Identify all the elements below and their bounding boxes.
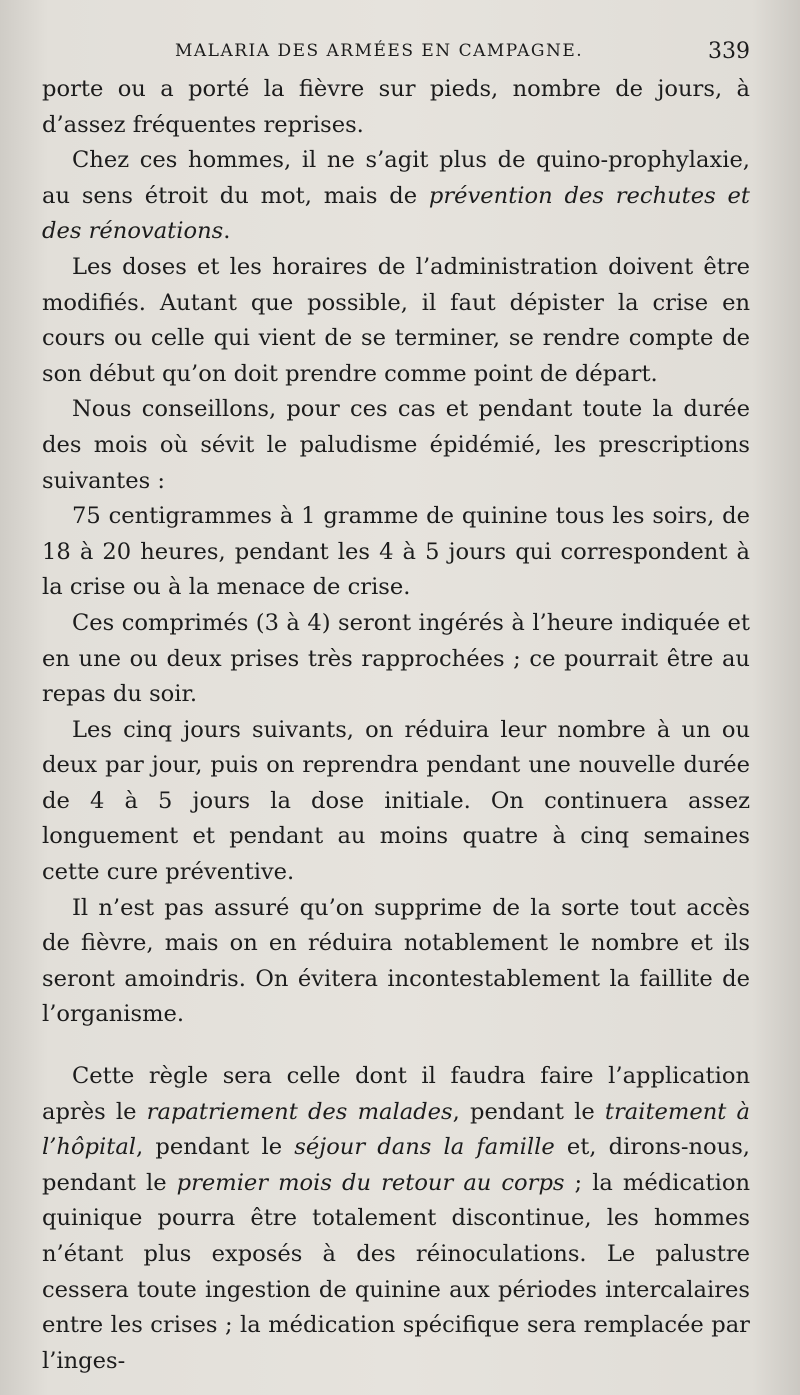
paragraph [42, 143, 750, 250]
body-text [42, 72, 750, 1379]
paragraph [42, 713, 750, 891]
text-segment: Ces comprimés (3 à 4) seront ingérés à l’heure indiquée et en une ou deux prises très rapprochées ; ce pourrait être au repas du soir. [42, 609, 750, 708]
paragraph [42, 891, 750, 1033]
text-segment: ; la médication quinique pourra être totalement discontinue, les hommes n’étant plus exposés à des réinoculations. Le palustre cessera toute ingestion de quinine aux périodes intercalaires entre les crises ; la médication spécifique sera remplacée par l’inges- [42, 1169, 750, 1374]
text-segment: Chez ces hommes, il ne s’agit plus de quino-prophylaxie, au sens étroit du mot, mais de [42, 147, 750, 209]
paragraph [42, 72, 750, 143]
text-segment: et, dirons-nous, pendant le [42, 1134, 750, 1196]
text-segment: porte ou a porté la fièvre sur pieds, nombre de jours, à d’assez fréquentes reprises. [42, 76, 750, 138]
text-segment: , pendant le [452, 1098, 605, 1125]
italic-segment: premier mois du retour au corps [176, 1169, 565, 1196]
text-segment: , pendant le [136, 1134, 295, 1161]
paragraph [42, 606, 750, 713]
paragraph [42, 392, 750, 499]
text-segment: . [223, 218, 231, 245]
italic-segment: rapatriement des malades [146, 1098, 453, 1125]
page-number: 339 [708, 38, 750, 64]
text-segment: 75 centigrammes à 1 gramme de quinine tous les soirs, de 18 à 20 heures, pendant les 4 à 5 jours qui correspondent à la crise ou à la menace de crise. [42, 503, 750, 601]
text-segment: Nous conseillons, pour ces cas et pendant toute la durée des mois où sévit le paludisme épidémié, les prescriptions suivantes : [42, 396, 750, 494]
italic-segment: séjour dans la famille [294, 1134, 555, 1161]
italic-segment: prévention des rechutes et des rénovations [42, 182, 751, 245]
text-segment: Les doses et les horaires de l’administration doivent être modifiés. Autant que possible, il faut dépister la crise en cours ou celle qui vient de se terminer, se rendre compte de son début qu’on doit prendre comme point de départ. [42, 253, 750, 387]
text-segment: Il n’est pas assuré qu’on supprime de la sorte tout accès de fièvre, mais on en réduira notablement le nombre et ils seront amoindris. On évitera incontestablement la faillite de l’organisme. [42, 894, 750, 1028]
paragraph [42, 499, 750, 606]
text-segment: Cette règle sera celle dont il faudra faire l’application après le [42, 1063, 750, 1125]
paragraph [42, 1059, 750, 1379]
running-title: MALARIA DES ARMÉES EN CAMPAGNE. [175, 41, 584, 61]
text-segment: Les cinq jours suivants, on réduira leur nombre à un ou deux par jour, puis on reprendra pendant une nouvelle durée de 4 à 5 jours la dose initiale. On continuera assez longuement et pendant au moins quatre à cinq semaines cette cure préventive. [42, 716, 750, 886]
italic-segment: traitement à l’hôpital [42, 1098, 750, 1161]
paragraph [42, 250, 750, 392]
page-header [175, 34, 750, 68]
